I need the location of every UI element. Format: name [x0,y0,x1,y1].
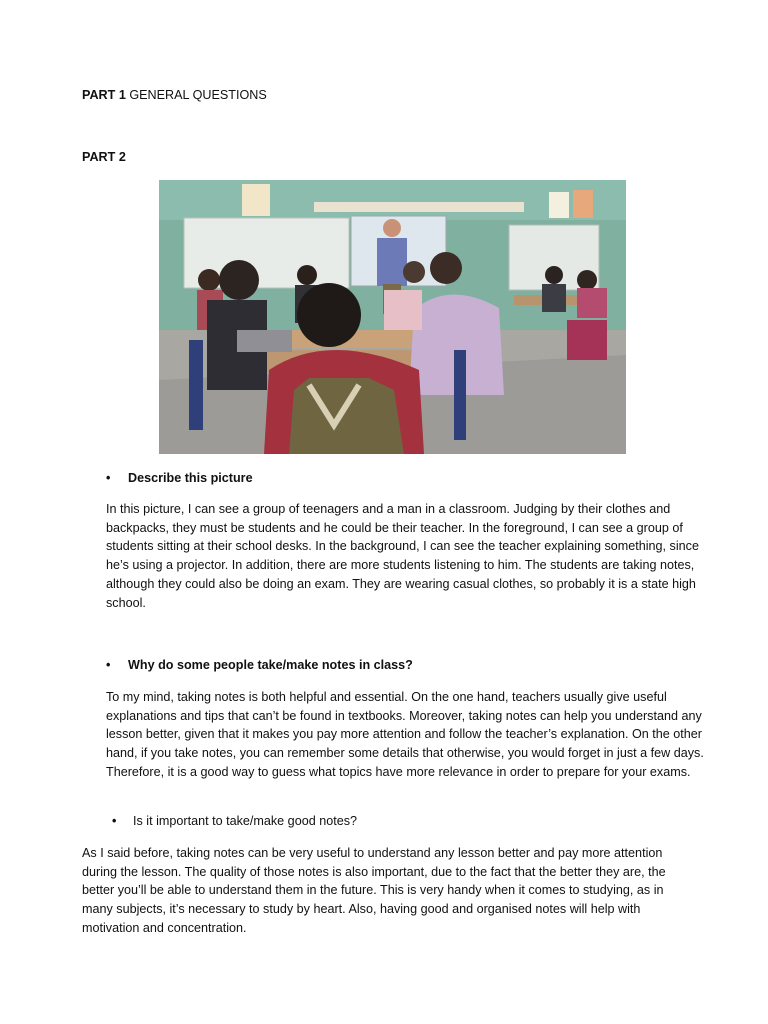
answer-good-notes: As I said before, taking notes can be very useful to understand any lesson better and pay more attention during the lesson. The quality of those notes is also important, due to the fact that the better they are, the better you’ll be able to understand them in the future. This is very handy when it comes to studying, as in many subjects, it’s necessary to study by heart. Also, having good and organised notes will help with motivation and concentration. [82,846,666,935]
classroom-photo [159,180,626,454]
part2-heading [82,148,126,167]
question-why-take-notes [106,656,413,675]
bullet-glyph: • [106,471,111,485]
part1-heading [82,86,267,105]
question-text: Is it important to take/make good notes? [133,814,358,828]
answer-why-take-notes: To my mind, taking notes is both helpful and essential. On the one hand, teachers usually give useful explanations and tips that can’t be found in textbooks. Moreover, taking notes can help you understand any lesson better, given that it makes you pay more attention and follow the teacher’s explanation. On the other hand, if you take notes, you can remember some details that otherwise, you would forget in just a few days. Therefore, it is a good way to guess what topics have more relevance in order to prepare for your exams. [106,690,704,779]
classroom-photo-illustration [159,180,626,454]
bullet-glyph: • [106,658,111,672]
part1-label: PART 1 [82,88,126,102]
part1-title: GENERAL QUESTIONS [129,88,267,102]
question-describe-picture [106,469,253,488]
question-text: Describe this picture [128,471,253,485]
question-good-notes [112,812,358,831]
question-text: Why do some people take/make notes in class? [128,658,413,672]
bullet-glyph: • [112,814,117,828]
part2-label: PART 2 [82,150,126,164]
answer-describe-picture: In this picture, I can see a group of teenagers and a man in a classroom. Judging by their clothes and backpacks, they must be students and he could be their teacher. In the foreground, I can see a group of students sitting at their school desks. In the background, I can see the teacher explaining something, since he’s using a projector. In addition, there are more students listening to him. The students are taking notes, although they could also be doing an exam. They are wearing casual clothes, so probably it is a state high school. [106,502,699,610]
